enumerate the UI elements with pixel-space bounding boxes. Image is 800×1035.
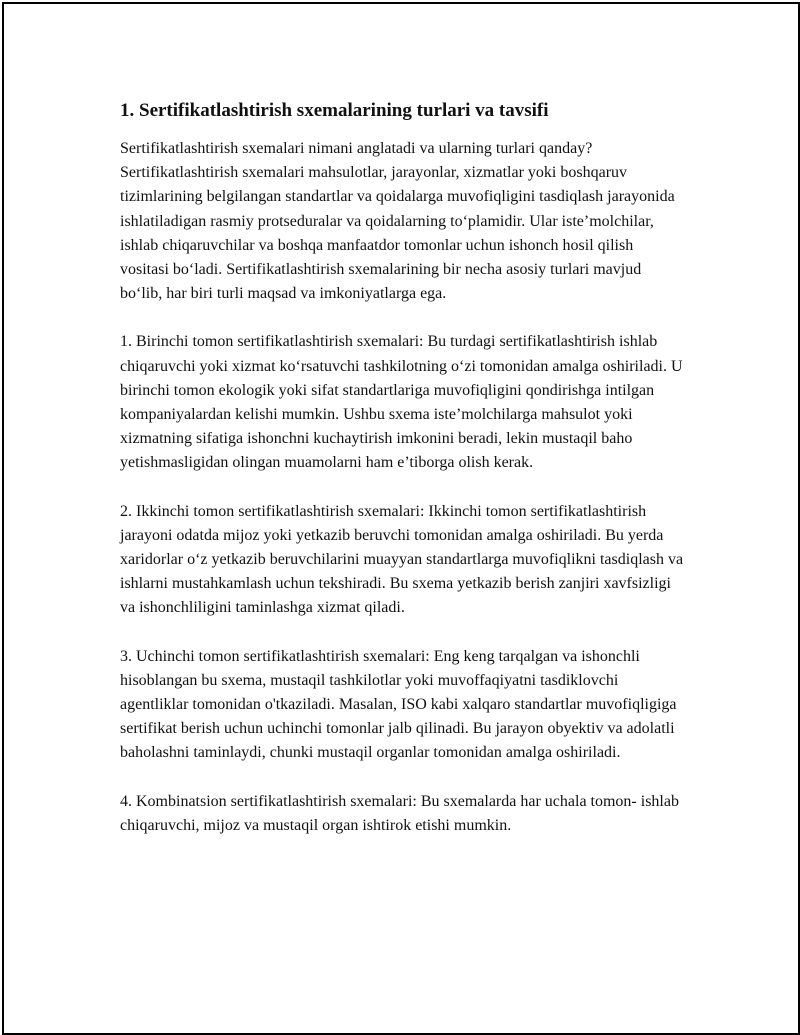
third-party-paragraph: 3. Uchinchi tomon sertifikatlashtirish sxemalari: Eng keng tarqalgan va ishonchli hisoblangan bu sxema, mustaqil tashkilotlar yoki muvoffaqiyatni tasdiklovchi agentliklar tomonidan o'tkaziladi. Masalan, ISO kabi xalqaro standartlar muvofiqligiga sertifikat berish uchun uchinchi tomonlar jalb qilinadi. Bu jarayon obyektiv va adolatli baholashni taminlaydi, chunki mustaqil organlar tomonidan amalga oshiriladi. — [120, 647, 677, 762]
page-frame — [2, 2, 800, 1035]
document-title: 1. Sertifikatlashtirish sxemalarining turlari va tavsifi — [120, 100, 549, 121]
document-body — [120, 98, 686, 862]
second-party-paragraph: 2. Ikkinchi tomon sertifikatlashtirish sxemalari: Ikkinchi tomon sertifikatlashtirish jarayoni odatda mijoz yoki yetkazib beruvchi tomonidan amalga oshiriladi. Bu yerda xaridorlar o‘z yetkazib beruvchilarini muayyan standartlarga muvofiqlikni tasdiqlash va ishlarni mustahkamlash uchun tekshiradi. Bu sxema yetkazib berish zanjiri xavfsizligi va ishonchliligini taminlashga xizmat qiladi. — [120, 502, 684, 617]
combined-scheme-paragraph: 4. Kombinatsion sertifikatlashtirish sxemalari: Bu sxemalarda har uchala tomon- ishlab chiqaruvchi, mijoz va mustaqil organ ishtirok etishi mumkin. — [120, 792, 679, 834]
first-party-paragraph: 1. Birinchi tomon sertifikatlashtirish sxemalari: Bu turdagi sertifikatlashtirish ishlab chiqaruvchi yoki xizmat ko‘rsatuvchi tashkilotning o‘zi tomonidan amalga oshiriladi. U birinchi tomon ekologik yoki sifat standartlariga muvofiqligini qondirishga intilgan kompaniyalardan kelishi mumkin. Ushbu sxema iste’molchilarga mahsulot yoki xizmatning sifatiga ishonchni kuchaytirish imkonini beradi, lekin mustaqil baho yetishmasligidan olingan muamolarni ham e’tiborga olish kerak. — [120, 333, 683, 472]
intro-paragraph: Sertifikatlashtirish sxemalari nimani anglatadi va ularning turlari qanday? Sertifikatlashtirish sxemalari mahsulotlar, jarayonlar, xizmatlar yoki boshqaruv tizimlarining belgilangan standartlar va qoidalarga muvofiqligini tasdiqlash jarayonida ishlatiladigan rasmiy protseduralar va qoidalarning to‘plamidir. Ular iste’molchilar, ishlab chiqaruvchilar va boshqa manfaatdor tomonlar uchun ishonch hosil qilish vositasi bo‘ladi. Sertifikatlashtirish sxemalarining bir necha asosiy turlari mavjud bo‘lib, har biri turli maqsad va imkoniyatlarga ega. — [120, 140, 675, 303]
